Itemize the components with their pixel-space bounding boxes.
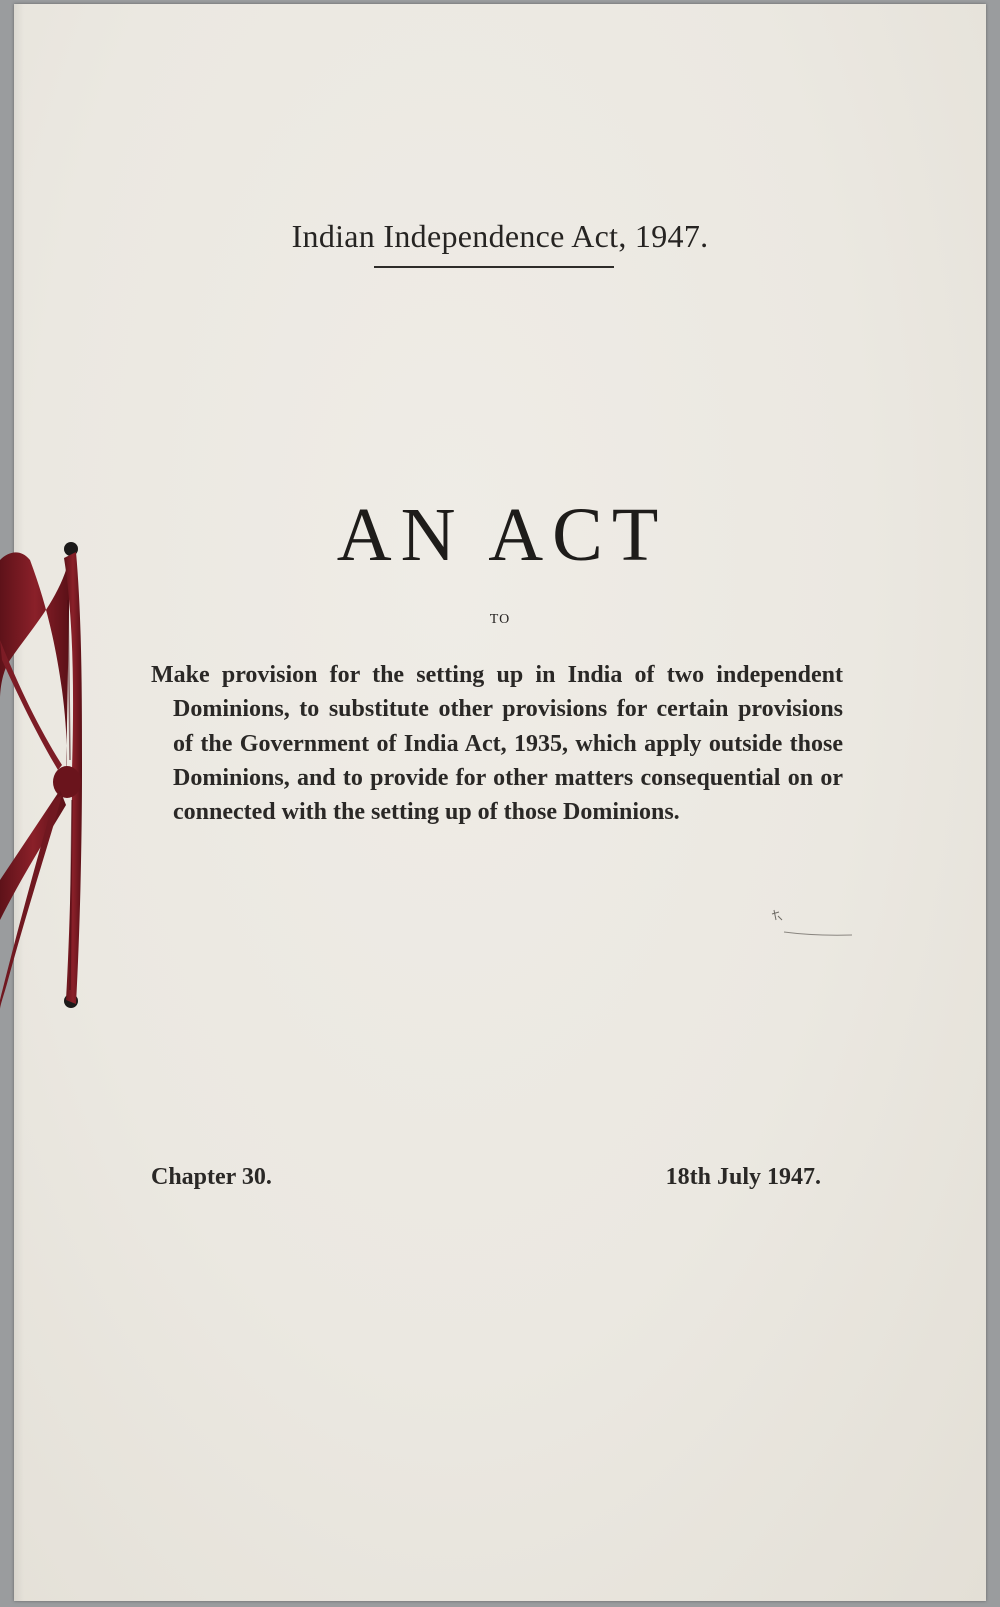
- main-title: AN ACT: [336, 493, 668, 577]
- chapter-number: Chapter 30.: [151, 1164, 272, 1190]
- preamble-text: Make provision for the setting up in India of two independent Dominions, to substitute other provisions for certain provisions of the Government of India Act, 1935, which apply outside those Dominions, and to provide for other matters consequential on or connected with the setting up of those Dominions.: [151, 662, 843, 826]
- to-label: TO: [489, 612, 511, 627]
- binding-hole-bottom: [64, 994, 78, 1008]
- short-title: Indian Independence Act, 1947.: [291, 218, 709, 254]
- document-cover: [14, 4, 986, 1601]
- act-date: 18th July 1947.: [665, 1164, 821, 1190]
- pencil-mark: [764, 902, 864, 942]
- binding-hole-top: [64, 542, 78, 556]
- title-underline: [374, 266, 614, 268]
